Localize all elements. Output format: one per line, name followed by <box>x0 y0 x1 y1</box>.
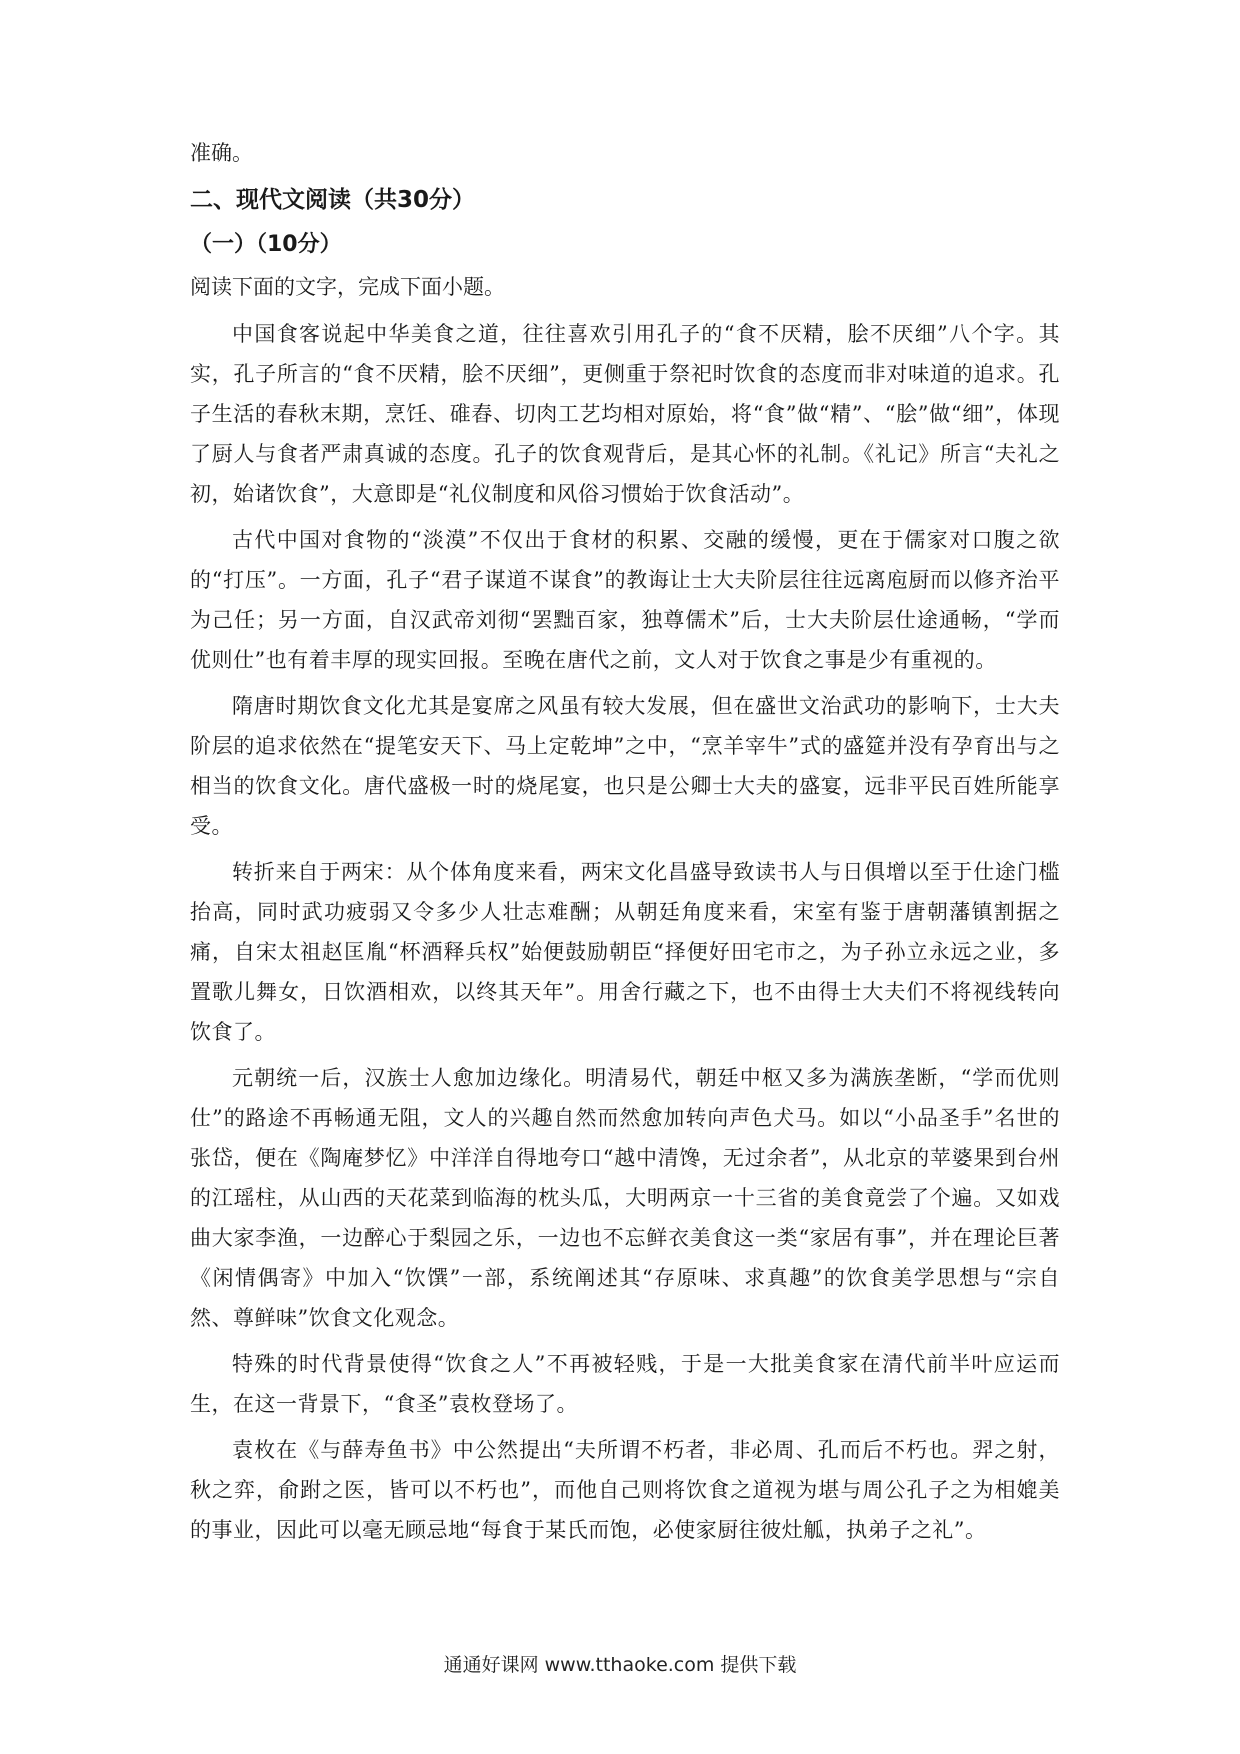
page-footer: 通通好课网 www.tthaoke.com 提供下载 <box>443 1654 797 1676</box>
continuation-text: 准确。 <box>190 141 253 165</box>
subsection-heading: （一）（10分） <box>190 232 342 257</box>
reading-instruction: 阅读下面的文字，完成下面小题。 <box>190 275 505 299</box>
section-heading: 二、现代文阅读（共30分） <box>190 187 476 213</box>
paragraph: 特殊的时代背景使得“饮食之人”不再被轻贱，于是一大批美食家在清代前半叶应运而生，在这一背景下，“食圣”袁枚登场了。 <box>190 1352 1060 1416</box>
paragraph: 古代中国对食物的“淡漠”不仅出于食材的积累、交融的缓慢，更在于儒家对口腹之欲的“打压”。一方面，孔子“君子谋道不谋食”的教诲让士大夫阶层往往远离庖厨而以修齐治平为己任；另一方面，自汉武帝刘彻“罢黜百家，独尊儒术”后，士大夫阶层仕途通畅，“学而优则仕”也有着丰厚的现实回报。至晚在唐代之前，文人对于饮食之事是少有重视的。 <box>190 528 1060 672</box>
paragraph: 中国食客说起中华美食之道，往往喜欢引用孔子的“食不厌精，脍不厌细”八个字。其实，孔子所言的“食不厌精，脍不厌细”，更侧重于祭祀时饮食的态度而非对味道的追求。孔子生活的春秋末期，烹饪、碓舂、切肉工艺均相对原始，将“食”做“精”、“脍”做“细”，体现了厨人与食者严肃真诚的态度。孔子的饮食观背后，是其心怀的礼制。《礼记》所言“夫礼之初，始诸饮食”，大意即是“礼仪制度和风俗习惯始于饮食活动”。 <box>190 322 1060 506</box>
paragraph: 转折来自于两宋：从个体角度来看，两宋文化昌盛导致读书人与日俱增以至于仕途门槛抬高，同时武功疲弱又令多少人壮志难酬；从朝廷角度来看，宋室有鉴于唐朝藩镇割据之痛，自宋太祖赵匡胤“杯酒释兵权”始便鼓励朝臣“择便好田宅市之，为子孙立永远之业，多置歌儿舞女，日饮酒相欢，以终其天年”。用舍行藏之下，也不由得士大夫们不将视线转向饮食了。 <box>190 860 1060 1044</box>
paragraph: 隋唐时期饮食文化尤其是宴席之风虽有较大发展，但在盛世文治武功的影响下，士大夫阶层的追求依然在“提笔安天下、马上定乾坤”之中，“烹羊宰牛”式的盛筵并没有孕育出与之相当的饮食文化。唐代盛极一时的烧尾宴，也只是公卿士大夫的盛宴，远非平民百姓所能享受。 <box>190 694 1060 838</box>
paragraph: 元朝统一后，汉族士人愈加边缘化。明清易代，朝廷中枢又多为满族垄断，“学而优则仕”的路途不再畅通无阻，文人的兴趣自然而然愈加转向声色犬马。如以“小品圣手”名世的张岱，便在《陶庵梦忆》中洋洋自得地夸口“越中清馋，无过余者”，从北京的苹婆果到台州的江瑶柱，从山西的天花菜到临海的枕头瓜，大明两京一十三省的美食竟尝了个遍。又如戏曲大家李渔，一边醉心于梨园之乐，一边也不忘鲜衣美食这一类“家居有事”，并在理论巨著《闲情偶寄》中加入“饮馔”一部，系统阐述其“存原味、求真趣”的饮食美学思想与“宗自然、尊鲜味”饮食文化观念。 <box>190 1066 1060 1330</box>
document-body <box>190 138 1060 1556</box>
paragraph: 袁枚在《与薛寿鱼书》中公然提出“夫所谓不朽者，非必周、孔而后不朽也。羿之射，秋之弈，俞跗之医，皆可以不朽也”，而他自己则将饮食之道视为堪与周公孔子之为相媲美的事业，因此可以毫无顾忌地“每食于某氏而饱，必使家厨往彼灶觚，执弟子之礼”。 <box>190 1438 1060 1542</box>
